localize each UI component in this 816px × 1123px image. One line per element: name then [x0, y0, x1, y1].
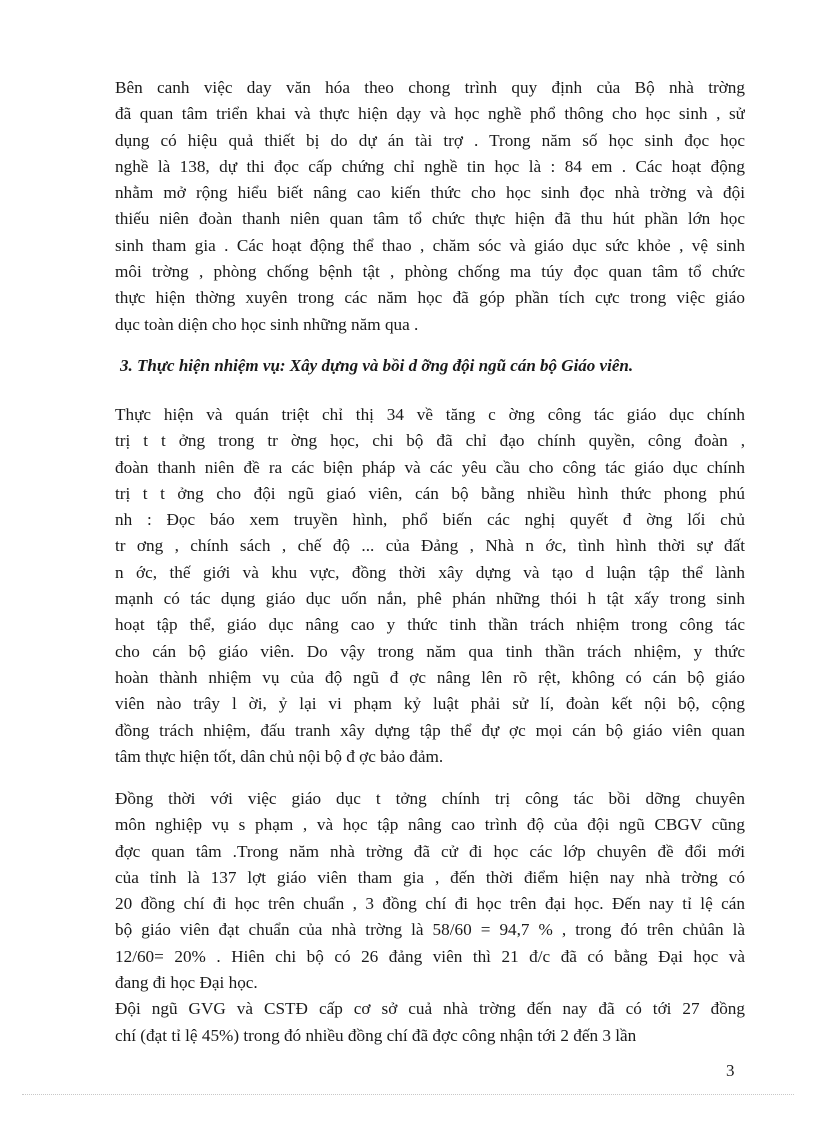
paragraph-teaching-activities: [115, 75, 745, 338]
text-line: Bên canh việc day văn hóa theo chong trình quy định của Bộ nhà trờng: [115, 78, 745, 97]
text-line: đã quan tâm triển khai và thực hiện dạy và học nghề phổ thông cho học sinh , sử: [115, 104, 745, 124]
text-line: nh : Đọc báo xem truyền hình, phổ biến các nghị quyết đ ờng lối chủ: [115, 510, 745, 530]
text-line: nhằm mở rộng hiểu biết nâng cao kiến thức cho học sinh đọc nhà trờng và đội: [115, 183, 745, 203]
section-heading: 3. Thực hiện nhiệm vụ: Xây dựng và bồi d ỡng đội ngũ cán bộ Giáo viên.: [120, 356, 634, 375]
text-line: 12/60= 20% . Hiên chi bộ có 26 đảng viên thì 21 đ/c đã có bằng Đại học và: [115, 946, 745, 966]
text-line: sinh tham gia . Các hoạt động thể thao , chăm sóc và giáo dục sức khỏe , vệ sinh: [115, 235, 745, 255]
text-line: đồng trách nhiệm, đấu tranh xây dựng tập thể đự ợc mọi cán bộ giáo viên quan: [115, 720, 745, 740]
text-line: Thực hiện và quán triệt chỉ thị 34 về tăng c ờng công tác giáo dục chính: [115, 405, 745, 424]
text-line: của tỉnh là 137 lợt giáo viên tham gia , đến thời điểm hiện nay nhà trờng có: [115, 867, 745, 887]
text-line: tâm thực hiện tốt, dân chủ nội bộ đ ợc bảo đảm.: [115, 746, 444, 766]
page-number: 3: [726, 1061, 735, 1080]
text-line: đoàn thanh niên đề ra các biện pháp và các yêu cầu cho công tác giáo dục chính: [115, 457, 745, 477]
text-line: nghề là 138, dự thi đọc cấp chứng chỉ nghề tin học là : 84 em . Các hoạt động: [115, 156, 745, 176]
text-line: thực hiện thờng xuyên trong các năm học đã góp phần tích cực trong việc giáo: [115, 288, 745, 308]
text-line: chí (đạt tỉ lệ 45%) trong đó nhiều đồng chí đã đợc công nhận tới 2 đến 3 lần: [115, 1025, 637, 1045]
text-line: thiếu niên đoàn thanh niên quan tâm tổ chức thực hiện đã thu hút phần lớn học: [115, 209, 745, 229]
text-line: trị t t ởng cho đội ngũ giaó viên, cán bộ bằng nhiều hình thức phong phú: [115, 483, 745, 503]
text-line: mạnh có tác dụng giáo dục uốn nắn, phê phán những thói h tật xấy trong sinh: [115, 589, 745, 609]
footer-divider: [22, 1094, 794, 1095]
text-line: viên nào trây l ời, ỷ lại vi phạm kỷ luật phải sử lí, đoàn kết nội bộ, cộng: [115, 694, 745, 714]
paragraph-professional-training: [115, 786, 745, 1049]
text-line: đợc quan tâm .Trong năm nhà trờng đã cử đi học các lớp chuyên đề đổi mới: [115, 841, 745, 861]
text-line: môn nghiệp vụ s phạm , và học tập nâng cao trình độ của đội ngũ CBGV cũng: [115, 815, 745, 835]
paragraph-political-education: [115, 402, 745, 770]
text-line: môi trờng , phòng chống bệnh tật , phòng chống ma túy đọc quan tâm tổ chức: [115, 262, 745, 282]
text-line: bộ giáo viên đạt chuẩn của nhà trờng là 58/60 = 94,7 % , trong đó trên chủân là: [115, 920, 745, 940]
text-line: dụng có hiệu quả thiết bị do dự án tài trợ . Trong năm số học sinh đọc học: [115, 130, 745, 150]
text-line: Đồng thời với việc giáo dục t tởng chính trị công tác bồi dỡng chuyên: [115, 789, 745, 808]
text-line: hoạt tập thể, giáo dục nâng cao y thức tinh thần trách nhiệm trong công tác: [115, 615, 745, 635]
text-line: hoàn thành nhiệm vụ của độ ngũ đ ợc nâng lên rõ rệt, không có cán bộ giáo: [115, 667, 745, 687]
text-line: tr ơng , chính sách , chế độ ... của Đảng , Nhà n ớc, tình hình thời sự đất: [115, 536, 745, 556]
text-line: cho cán bộ giáo viên. Do vậy trong năm qua tinh thần trách nhiệm, y thức: [115, 641, 745, 661]
text-line: đang đi học Đại học.: [115, 973, 258, 993]
text-line: 20 đồng chí đi học trên chuẩn , 3 đồng chí đi học trên đại học. Đến nay tỉ lệ cán: [115, 894, 745, 914]
text-line: trị t t ởng trong tr ờng học, chi bộ đã chỉ đạo chính quyền, công đoàn ,: [115, 431, 745, 451]
text-line: dục toàn diện cho học sinh những năm qua .: [115, 314, 419, 334]
text-line: Đội ngũ GVG và CSTĐ cấp cơ sở cuả nhà trờng đến nay đã có tới 27 đồng: [115, 999, 745, 1019]
text-line: n ớc, thế giới và khu vực, đồng thời xây dựng và tạo d luận tập thể lành: [115, 562, 745, 582]
